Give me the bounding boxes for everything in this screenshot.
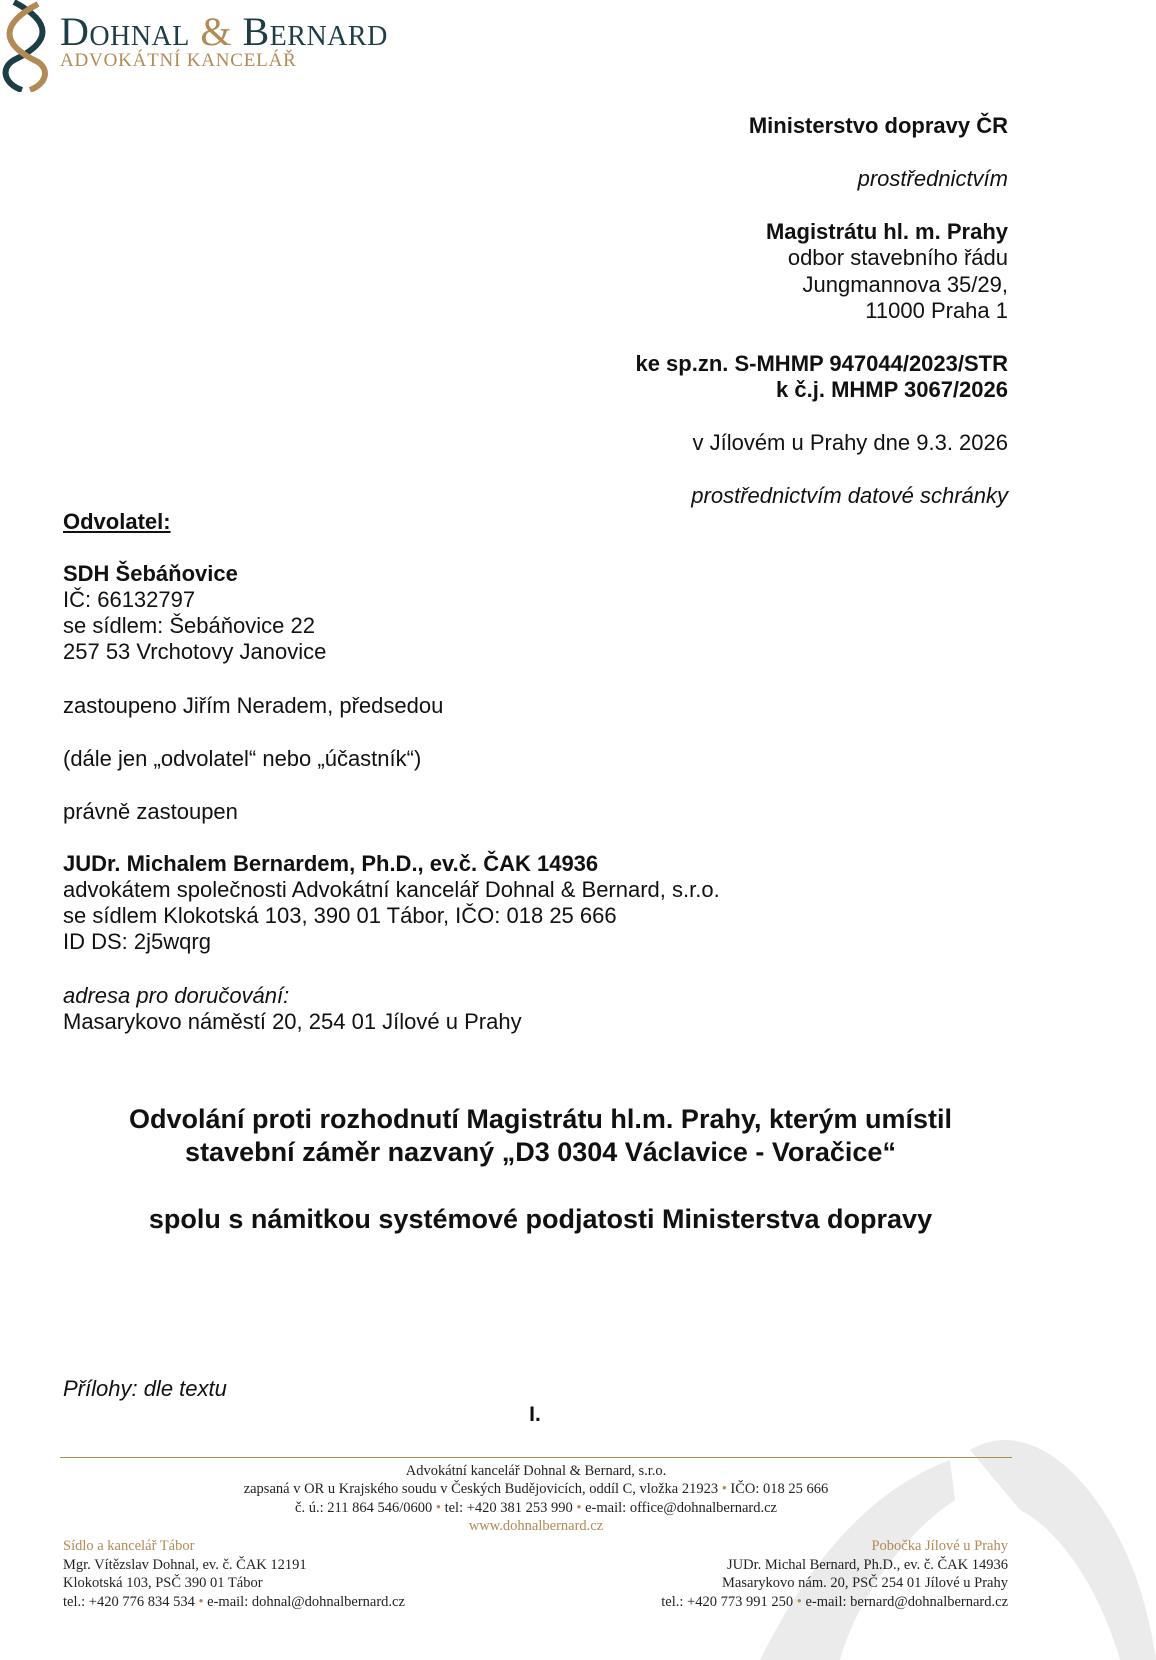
- recipient-name: Ministerstvo dopravy ČR: [748, 113, 1008, 138]
- document-title-line2: stavební záměr nazvaný „D3 0304 Václavice - Voračice“: [185, 1137, 896, 1167]
- recipient-city: 11000 Praha 1: [865, 298, 1008, 323]
- appellant-ic: IČ: 66132797: [63, 587, 196, 612]
- appellant-represented: zastoupeno Jiřím Neradem, předsedou: [63, 693, 444, 718]
- office-jilove-person: JUDr. Michal Bernard, Ph.D., ev. č. ČAK 14936: [727, 1556, 1008, 1573]
- delivery-address-label: adresa pro doručování:: [63, 983, 290, 1008]
- appellant-seat: se sídlem: Šebáňovice 22: [63, 613, 315, 638]
- footer-office-tabor: [63, 1537, 405, 1611]
- office-jilove-title: Pobočka Jílové u Prahy: [871, 1538, 1008, 1554]
- footer-office-jilove: [661, 1537, 1008, 1611]
- reference-cj: k č.j. MHMP 3067/2026: [776, 377, 1008, 402]
- recipient-via: prostřednictvím: [857, 166, 1008, 191]
- office-tabor-contacts: tel.: +420 776 834 534 • e-mail: dohnal@dohnalbernard.cz: [63, 1593, 405, 1610]
- appellant-heading: Odvolatel:: [63, 509, 171, 534]
- recipient-office: Magistrátu hl. m. Prahy: [765, 219, 1008, 244]
- footer-divider: [60, 1457, 1012, 1458]
- document-title-line1: Odvolání proti rozhodnutí Magistrátu hl.m. Prahy, kterým umístil: [128, 1104, 953, 1134]
- appellant-name: SDH Šebáňovice: [63, 561, 238, 586]
- section-number: I.: [529, 1403, 541, 1426]
- recipient-department: odbor stavebního řádu: [787, 245, 1008, 270]
- recipient-street: Jungmannova 35/29,: [802, 272, 1008, 297]
- reference-spzn: ke sp.zn. S-MHMP 947044/2023/STR: [635, 351, 1008, 376]
- appellant-alias: (dále jen „odvolatel“ nebo „účastník“): [63, 746, 422, 771]
- logo-name: Dohnal & Bernard: [60, 9, 388, 54]
- attorney-name: JUDr. Michalem Bernardem, Ph.D., ev.č. ČAK 14936: [63, 851, 599, 876]
- helix-logo-icon: [0, 0, 52, 92]
- footer-registration: zapsaná v OR u Krajského soudu v Českých Budějovicích, oddíl C, vložka 21923 • IČO: 018 25 666: [243, 1481, 829, 1497]
- document-subtitle: spolu s námitkou systémové podjatosti Ministerstva dopravy: [148, 1204, 933, 1234]
- appellant-legal: právně zastoupen: [63, 799, 238, 824]
- footer-contacts: č. ú.: 211 864 546/0600 • tel: +420 381 253 990 • e-mail: office@dohnalbernard.cz: [295, 1500, 777, 1516]
- attorney-line2: se sídlem Klokotská 103, 390 01 Tábor, IČO: 018 25 666: [63, 903, 617, 928]
- delivery-method: prostřednictvím datové schránky: [691, 483, 1008, 508]
- attorney-line1: advokátem společnosti Advokátní kancelář Dohnal & Bernard, s.r.o.: [63, 877, 720, 902]
- attorney-line3: ID DS: 2j5wqrg: [63, 929, 211, 954]
- office-tabor-address: Klokotská 103, PSČ 390 01 Tábor: [63, 1575, 263, 1591]
- attachments-note: Přílohy: dle textu: [63, 1376, 227, 1401]
- delivery-address: Masarykovo náměstí 20, 254 01 Jílové u Prahy: [63, 1009, 522, 1034]
- company-logo: [0, 0, 460, 92]
- appellant-city: 257 53 Vrchotovy Janovice: [63, 639, 327, 664]
- place-date: v Jílovém u Prahy dne 9.3. 2026: [692, 430, 1008, 455]
- office-tabor-title: Sídlo a kancelář Tábor: [63, 1538, 195, 1554]
- office-jilove-contacts: tel.: +420 773 991 250 • e-mail: bernard@dohnalbernard.cz: [661, 1593, 1008, 1610]
- logo-subtitle: ADVOKÁTNÍ KANCELÁŘ: [60, 50, 297, 71]
- office-tabor-person: Mgr. Vítězslav Dohnal, ev. č. ČAK 12191: [63, 1556, 307, 1573]
- footer-website[interactable]: www.dohnalbernard.cz: [468, 1518, 604, 1534]
- office-jilove-address: Masarykovo nám. 20, PSČ 254 01 Jílové u Prahy: [722, 1575, 1008, 1591]
- footer-company: Advokátní kancelář Dohnal & Bernard, s.r.o.: [405, 1463, 667, 1479]
